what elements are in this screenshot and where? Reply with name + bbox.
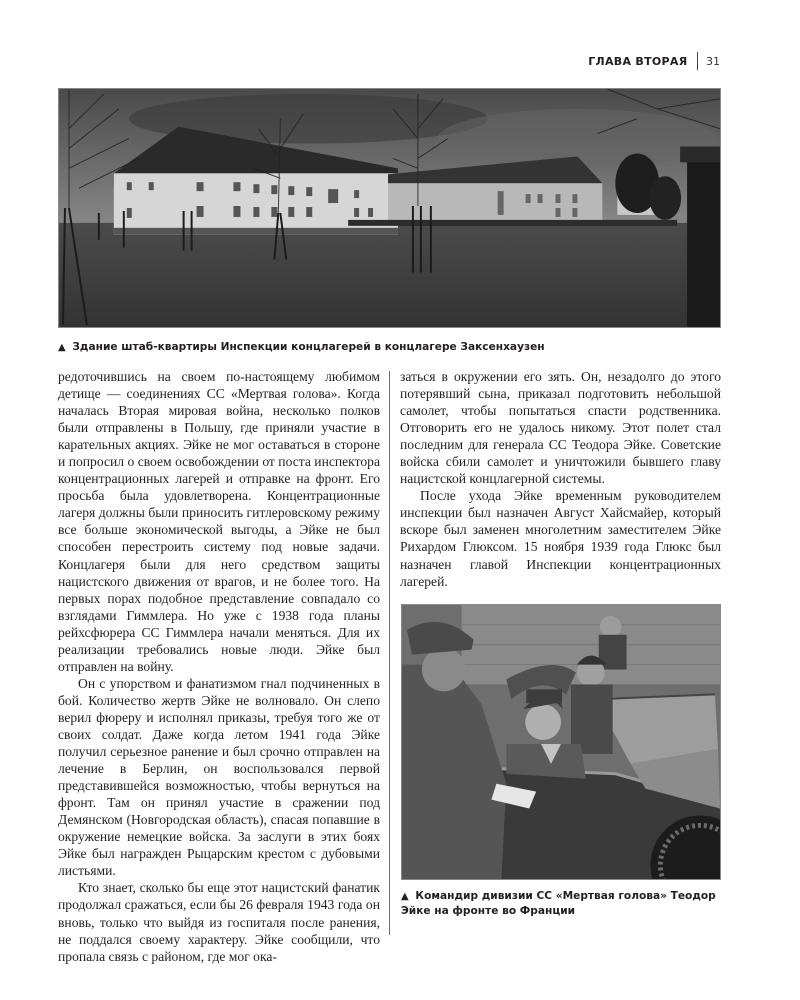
column-divider <box>389 371 390 935</box>
car-photo-illustration <box>402 605 720 879</box>
caption-bottom-text: Командир дивизии СС «Мертвая голова» Теодор Эйке на фронте во Франции <box>401 890 716 917</box>
caption-triangle-icon: ▲ <box>401 891 409 902</box>
caption-top-text: Здание штаб-квартиры Инспекции концлагерей в концлагере Заксенхаузен <box>72 341 545 353</box>
paragraph: Кто знает, сколько бы еще этот нацистский фанатик продолжал сражаться, если бы 26 февраля 1943 года он вновь, только что выйдя из госпиталя после ранения, не поддался своему характеру. Эйке сообщили, что пропала связь с районом, где мог ока- <box>58 880 380 964</box>
caption-triangle-icon: ▲ <box>58 342 66 353</box>
text-column-left <box>58 368 380 965</box>
building-photo-illustration <box>59 89 720 327</box>
chapter-title: ГЛАВА ВТОРАЯ <box>588 54 688 68</box>
running-head <box>588 52 720 70</box>
photo-commander-in-car <box>401 604 721 880</box>
header-divider <box>697 52 699 70</box>
caption-top-photo <box>58 340 728 355</box>
paragraph: После ухода Эйке временным руководителем инспекции был назначен Август Хайсмайер, который вскоре был заменен многолетним заместителем Эйке Рихардом Глюксом. 15 ноября 1939 года Глюкс был назначен главой Инспекции концентрационных лагерей. <box>400 488 721 589</box>
text-column-right <box>400 368 721 590</box>
paragraph: Он с упорством и фанатизмом гнал подчиненных в бой. Количество жертв Эйке не волновало. Он слепо верил фюреру и исполнял приказы, требуя того же от своих солдат. Даже когда летом 1941 года Эйке получил серьезное ранение и был срочно отправлен на лечение в Берлин, он воспользовался первой представившейся возможностью, чтобы вернуться на фронт. Там он принял участие в сражении под Демянском (Новгородская область), спасая попавшие в окружение немецкие войска. За заслуги в этих боях Эйке был награжден Рыцарским крестом с дубовыми листьями. <box>58 675 380 879</box>
photo-headquarters-building <box>58 88 721 328</box>
paragraph: заться в окружении его зять. Он, незадолго до этого потерявший сына, приказал подготовить небольшой самолет, чтобы попытаться спасти родственника. Отговорить его не удалось никому. Этот полет стал последним для генерала СС Теодора Эйке. Советские войска сбили самолет и уничтожили бывшего главу нацистской концлагерной системы. <box>400 369 721 487</box>
paragraph: редоточившись на своем по-настоящему любимом детище — соединениях СС «Мертвая голова». Когда началась Вторая мировая война, несколько полков были отправлены в Польшу, где приняли участие в карательных акциях. Эйке не мог оставаться в стороне и попросил о своем освобождении от поста инспектора концентрационных лагерей и отправке на фронт. Его просьба была удовлетворена. Концентрационные лагеря должны были приносить гитлеровскому режиму все больше экономической выгоды, а Эйке не был способен перестроить систему под новые задачи. Концлагеря были для него средством защиты нацистского движения от врагов, и не более того. На первых порах подобное представление совпадало со взглядами Гиммлера. Но уже с 1938 года планы рейхсфюрера СС Гиммлера начали меняться. Для их реализации требовались новые люди. Эйке был отправлен на войну. <box>58 369 380 674</box>
caption-bottom-photo <box>401 889 731 919</box>
page-number: 31 <box>706 54 720 68</box>
